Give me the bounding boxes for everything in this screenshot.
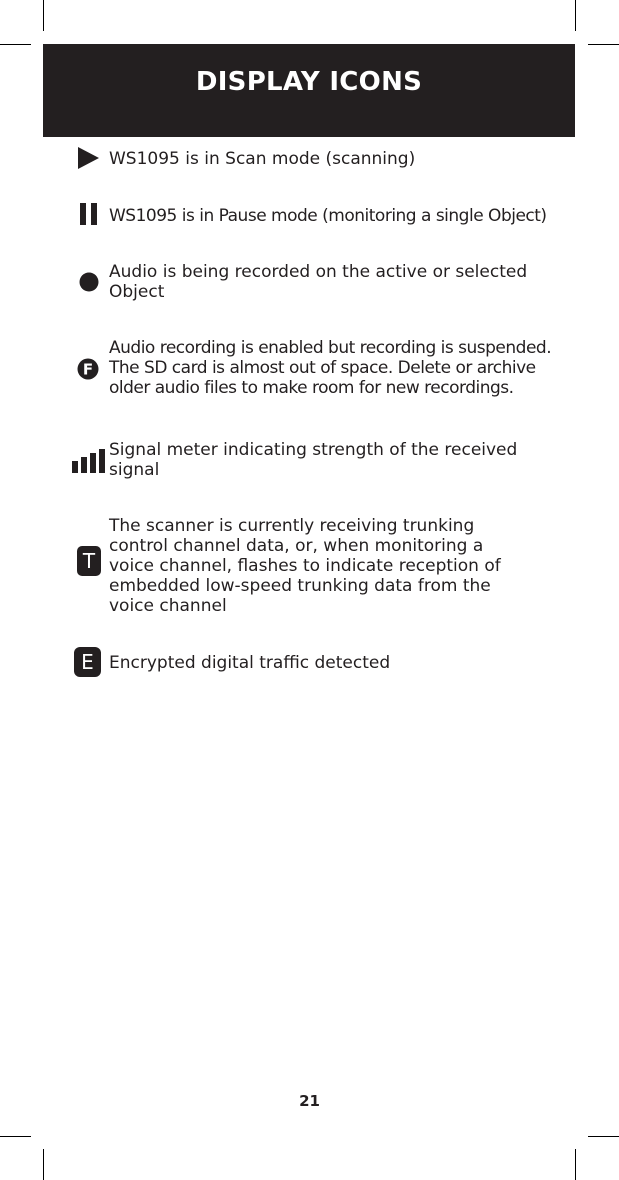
encrypted-e-icon (74, 647, 101, 677)
crop-mark (0, 44, 31, 45)
entry-text-line: The scanner is currently receiving trunking (109, 516, 475, 536)
crop-mark (575, 0, 576, 31)
entry-text-line: The SD card is almost out of space. Delete or archive (109, 358, 536, 378)
page-title: DISPLAY ICONS (195, 67, 423, 97)
entry-text: Encrypted digital traffic detected (109, 653, 391, 673)
crop-mark (43, 0, 44, 31)
entry-text-line: Audio is being recorded on the active or selected (109, 262, 528, 282)
entry-recording-suspended (109, 338, 554, 398)
pause-icon (80, 203, 98, 225)
entry-text-line: Signal meter indicating strength of the received (109, 440, 518, 460)
icon-glyph: T (82, 549, 96, 573)
entry-trunking (109, 516, 549, 616)
signal-meter-icon (72, 449, 106, 473)
crop-mark (43, 1149, 44, 1180)
icon-glyph: F (82, 360, 94, 379)
entry-text: WS1095 is in Pause mode (monitoring a single Object) (109, 206, 547, 226)
scan-triangle-icon (78, 147, 100, 169)
crop-mark (575, 1149, 576, 1180)
crop-mark (0, 1136, 31, 1137)
entry-scan-mode (109, 149, 549, 169)
sd-full-f-icon (77, 358, 99, 380)
entry-text-line: embedded low-speed trunking data from the (109, 576, 491, 596)
entry-encrypted (109, 653, 549, 673)
crop-mark (588, 1136, 619, 1137)
entry-pause-mode (109, 206, 549, 226)
entry-text-line: signal (109, 460, 160, 480)
page-number: 21 (299, 1092, 320, 1110)
trunking-t-icon (77, 546, 101, 576)
entry-text-line: Audio recording is enabled but recording is suspended. (109, 338, 552, 358)
entry-signal-meter (109, 440, 549, 480)
icon-glyph: E (81, 650, 94, 674)
crop-mark (588, 44, 619, 45)
record-dot-icon (79, 272, 99, 292)
entry-text-line: control channel data, or, when monitoring a (109, 536, 484, 556)
entry-recording (109, 262, 549, 302)
entry-text-line: older audio files to make room for new recordings. (109, 378, 514, 398)
entry-text-line: voice channel, flashes to indicate reception of (109, 556, 501, 576)
section-header (43, 44, 575, 137)
entry-text: WS1095 is in Scan mode (scanning) (109, 149, 416, 169)
entry-text-line: Object (109, 282, 165, 302)
entry-text-line: voice channel (109, 596, 227, 616)
